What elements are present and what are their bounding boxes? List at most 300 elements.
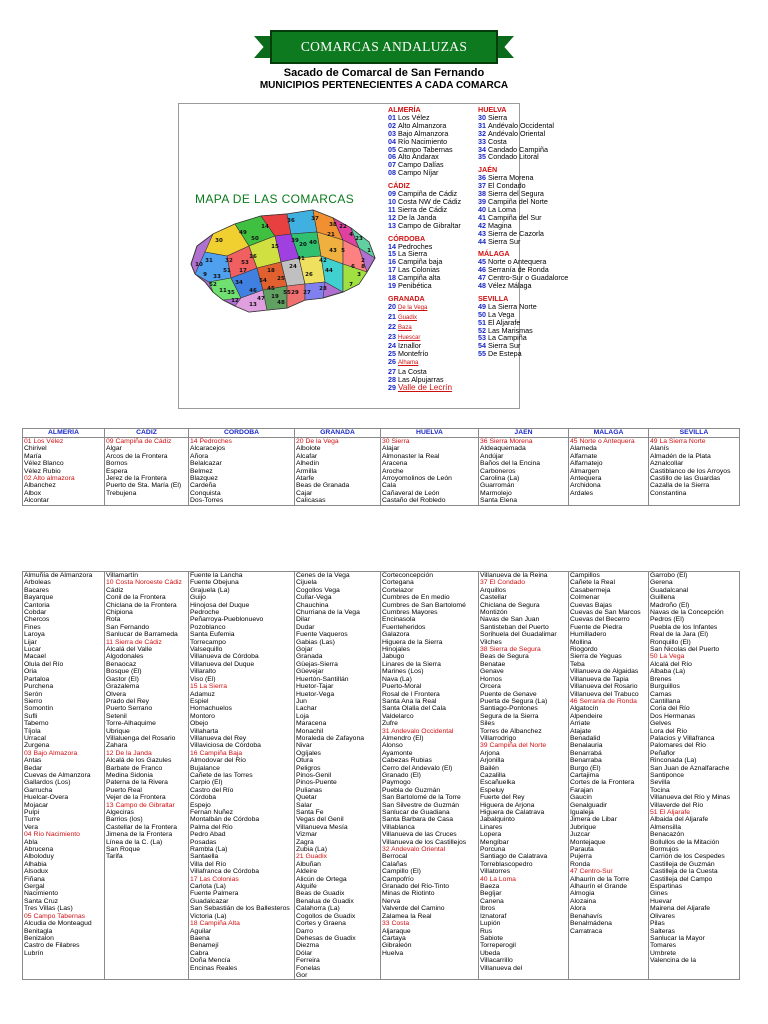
- municipio-name: Espeluy: [480, 786, 505, 794]
- municipio-name: Albaba (La): [650, 668, 686, 676]
- comarca-item[interactable]: [388, 303, 461, 313]
- map-number-label: 49: [239, 230, 247, 236]
- comarca-number: 31: [478, 120, 488, 130]
- province-heading: MÁLAGA: [478, 249, 510, 259]
- map-number-label: 24: [289, 264, 297, 270]
- comarca-number: 18: [388, 273, 398, 283]
- comarca-item[interactable]: [388, 323, 461, 333]
- comarca-number: 14: [388, 241, 398, 251]
- municipio-name: Valencina de la: [650, 957, 696, 965]
- comarca-number: 51: [478, 317, 488, 327]
- municipio-name: Cortegana: [382, 579, 414, 587]
- comarca-link[interactable]: Guadix: [398, 314, 418, 321]
- municipio-name: Villafranca de Córdoba: [190, 868, 260, 876]
- municipio-name: Conil de la Frontera: [106, 594, 166, 602]
- municipio-name: Jubrique: [570, 823, 597, 831]
- municipio-name: Arquillos: [480, 586, 507, 594]
- municipio-name: Cuevas del Becerro: [570, 616, 630, 624]
- municipio-name: Humilladero: [570, 631, 607, 639]
- municipio-name: Castilleja del Campo: [650, 875, 713, 883]
- municipio-name: Santa Elena: [480, 497, 518, 505]
- municipio-name: Jabalquinto: [480, 816, 515, 824]
- municipio-name: Dudar: [296, 623, 315, 631]
- municipio-name: Alozaina: [570, 897, 597, 905]
- map-number-label: 35: [227, 290, 235, 296]
- municipio-name: Partaloa: [24, 675, 50, 683]
- comarca-number: 37: [478, 181, 488, 191]
- municipio-name: Posadas: [190, 838, 217, 846]
- municipio-name: Ardales: [570, 489, 594, 497]
- municipio-name: Linares de la Sierra: [382, 660, 441, 668]
- municipio-name: Lopera: [480, 831, 502, 839]
- comarca-name: Campo Níjar: [398, 168, 439, 178]
- municipio-name: Somontín: [24, 705, 54, 713]
- comarca-name: Vélez Málaga: [488, 281, 532, 291]
- comarca-link[interactable]: Baza: [398, 324, 412, 331]
- municipio-name: Baños del la Encina: [480, 460, 541, 468]
- municipio-name: Nerva: [382, 897, 401, 905]
- comarca-heading-cell: 30 Sierra: [382, 438, 410, 445]
- municipio-name: Higuera de la Sierra: [382, 638, 443, 646]
- municipio-name: Fines: [24, 623, 41, 631]
- municipio-name: Minas de Riotinto: [382, 890, 435, 898]
- municipio-name: Baena: [190, 934, 210, 942]
- municipio-name: Navas de San Juan: [480, 616, 540, 624]
- comarca-name: Centro-Sur o Guadalorce: [488, 273, 569, 283]
- municipio-name: Brenes: [650, 675, 672, 683]
- andalusia-map-image: [183, 206, 379, 316]
- municipio-name: Chercos: [24, 616, 50, 624]
- municipio-name: Porcuna: [480, 846, 506, 854]
- municipio-name: Gines: [650, 890, 668, 898]
- municipios-cell: [381, 438, 479, 506]
- municipio-name: Olvera: [106, 690, 127, 698]
- comarca-heading-cell: 10 Costa Noroeste Cádiz: [106, 579, 182, 587]
- municipio-name: Laroya: [24, 631, 45, 639]
- municipio-name: Torrecampo: [190, 638, 226, 646]
- map-number-label: 22: [339, 224, 347, 230]
- municipio-name: Gabias (Las): [296, 638, 335, 646]
- province-heading: ALMERÍA: [388, 105, 421, 114]
- municipio-name: Gergal: [24, 883, 45, 891]
- municipio-name: Zahara: [106, 742, 128, 750]
- municipio-name: Corteconcepción: [382, 572, 434, 579]
- municipio-name: Montoro: [190, 712, 215, 720]
- municipio-name: Castellar: [480, 594, 507, 602]
- comarca-number: 29: [388, 383, 398, 392]
- municipios-cell: [23, 572, 105, 980]
- comarca-link[interactable]: De la Vega: [398, 304, 428, 311]
- municipio-name: Tocina: [650, 786, 670, 794]
- municipio-name: Vélez Blanco: [24, 460, 64, 468]
- municipio-name: Alcafar: [296, 452, 318, 460]
- municipio-name: Granada: [296, 653, 323, 661]
- map-number-label: 45: [267, 286, 275, 292]
- municipio-name: Huevar: [650, 897, 672, 905]
- municipio-name: Cobdar: [24, 609, 47, 617]
- municipio-name: Carolina (La): [480, 475, 520, 483]
- municipio-name: Zurgena: [24, 742, 50, 750]
- municipio-name: Guadalcazar: [190, 897, 229, 905]
- map-number-label: 1: [367, 248, 371, 254]
- municipio-name: Farajan: [570, 786, 594, 794]
- municipio-name: Grajuela (La): [190, 586, 230, 594]
- municipio-name: Siles: [480, 720, 495, 728]
- municipio-name: Güevejar: [296, 668, 324, 676]
- municipio-name: Abla: [24, 838, 38, 846]
- municipio-name: Constantina: [650, 489, 687, 497]
- municipio-name: Cartaya: [382, 934, 406, 942]
- comarca-name: Campiña de Cádiz: [398, 189, 458, 199]
- municipio-name: Benaocaz: [106, 660, 137, 668]
- comarca-number: 16: [388, 257, 398, 267]
- comarca-name: Campo Tabernas: [398, 144, 453, 154]
- municipio-name: Puerto Real: [106, 786, 142, 794]
- comarca-name: La Costa: [398, 367, 427, 377]
- comarca-heading-cell: 32 Andevalo Oriental: [382, 846, 446, 854]
- municipio-name: Ronquillo (El): [650, 638, 691, 646]
- municipio-name: Alcalá de los Gazules: [106, 757, 172, 765]
- map-number-label: 48: [277, 300, 285, 306]
- comarca-number: 32: [478, 128, 488, 138]
- comarca-number: 45: [478, 257, 488, 267]
- municipio-name: Alajar: [382, 445, 400, 453]
- municipios-cell: [569, 572, 649, 980]
- map-number-label: 31: [205, 258, 213, 264]
- municipio-name: Beas de Segura: [480, 653, 529, 661]
- comarca-name: Penibética: [398, 281, 432, 291]
- comarca-name: Sierra de Cádiz: [397, 204, 448, 214]
- municipio-name: Teba: [570, 660, 585, 668]
- municipio-name: Jimena de la Frontera: [106, 831, 173, 839]
- municipio-name: Iznatoraf: [480, 912, 507, 920]
- comarca-number: 04: [388, 136, 398, 146]
- municipio-name: Cañete la Real: [570, 579, 615, 587]
- municipio-name: Chiclana de la Frontera: [106, 601, 177, 609]
- municipios-cell: [105, 438, 189, 506]
- municipio-name: Purchena: [24, 683, 54, 691]
- municipio-name: Genave: [480, 668, 504, 676]
- municipio-name: Salar: [296, 801, 312, 809]
- municipios-cell: [23, 438, 105, 506]
- municipio-name: Fuente la Lancha: [190, 572, 243, 579]
- comarca-link[interactable]: Valle de Lecrín: [398, 383, 453, 392]
- municipio-name: Lucar: [24, 646, 42, 654]
- municipio-name: Adamuz: [190, 690, 215, 698]
- municipio-name: Trebujena: [106, 489, 137, 497]
- municipio-name: Cortelazor: [382, 586, 414, 594]
- banner: [254, 28, 514, 66]
- municipio-name: Andújar: [480, 452, 504, 460]
- municipio-name: Puerto-Moral: [382, 683, 422, 691]
- comarca-item[interactable]: [388, 313, 461, 323]
- comarca-heading-cell: 36 Sierra Morena: [480, 438, 533, 445]
- map-number-label: 51: [223, 268, 231, 274]
- municipio-name: Calañas: [382, 860, 407, 868]
- municipio-name: Castillo de las Guardas: [650, 475, 721, 483]
- comarca-heading-cell: 15 La Sierra: [190, 683, 228, 691]
- municipio-name: Turre: [24, 816, 40, 824]
- municipio-name: Cuevas de San Marcos: [570, 609, 641, 617]
- comarca-item: [478, 238, 568, 246]
- municipio-name: Aracena: [382, 460, 408, 468]
- municipio-name: Rinconada (La): [650, 757, 697, 765]
- municipios-cell: [569, 438, 649, 506]
- province-column-header: HUELVA: [381, 429, 479, 438]
- municipio-name: Ubrique: [106, 727, 130, 735]
- municipio-name: Alfarnatejo: [570, 460, 603, 468]
- municipio-name: Peligros: [296, 764, 321, 772]
- municipio-name: Colmenar: [570, 594, 600, 602]
- province-column-header: CORDOBA: [189, 429, 295, 438]
- municipio-name: Vejer de la Frontera: [106, 794, 166, 802]
- comarca-link[interactable]: Alhama: [398, 360, 419, 367]
- municipio-name: Casabermeja: [570, 586, 611, 594]
- municipio-name: María: [24, 452, 42, 460]
- municipio-name: Jimera de Libar: [570, 816, 617, 824]
- municipio-name: Bosque (El): [106, 668, 142, 676]
- municipio-name: San Juan de Aznalfarache: [650, 764, 730, 772]
- municipio-name: Navas de la Concepción: [650, 609, 724, 617]
- municipio-name: Victoria (La): [190, 912, 227, 920]
- comarca-heading-cell: 47 Centro-Sur: [570, 868, 613, 876]
- municipio-name: Atarfe: [296, 475, 315, 483]
- municipio-name: Churriana de la Vega: [296, 609, 360, 617]
- comarca-name: Campo de Gibraltar: [398, 220, 461, 230]
- municipio-name: Almargen: [570, 467, 600, 475]
- comarca-number: 11: [388, 204, 398, 214]
- province-heading: JAÉN: [478, 165, 498, 175]
- map-number-label: 55: [283, 290, 291, 296]
- map-number-label: 37: [311, 216, 319, 222]
- comarca-name: De Estepa: [488, 349, 522, 359]
- municipio-name: Santiponce: [650, 771, 685, 779]
- map-number-label: 8: [361, 264, 365, 270]
- municipio-name: Santisteban del Puerto: [480, 623, 549, 631]
- comarca-number: 06: [388, 152, 398, 162]
- comarca-item: [478, 153, 568, 161]
- municipio-name: Baeza: [480, 883, 500, 891]
- municipio-name: Cantillana: [650, 697, 681, 705]
- comarca-name: La Loma: [488, 204, 516, 214]
- comarca-name: Costa NW de Cádiz: [398, 196, 462, 206]
- municipio-name: Dos-Torres: [190, 497, 224, 505]
- municipio-name: Cortes de la Frontera: [570, 779, 635, 787]
- municipio-name: Zalamea la Real: [382, 912, 432, 920]
- municipio-name: Darro: [296, 927, 313, 935]
- municipio-name: Otura: [296, 757, 313, 765]
- municipio-name: Huetor-Vega: [296, 690, 335, 698]
- municipio-name: Fuente Palmera: [190, 890, 239, 898]
- comarca-heading-cell: 50 La Vega: [650, 653, 685, 661]
- municipio-name: Bollullos de la Mitación: [650, 838, 720, 846]
- municipio-name: Guarromán: [480, 482, 515, 490]
- map-number-label: 10: [195, 262, 203, 268]
- municipio-name: Carrión de los Cespedes: [650, 853, 725, 861]
- municipio-name: Puebla de Guzmán: [382, 786, 441, 794]
- municipio-name: Alquife: [296, 883, 317, 891]
- municipio-name: Guillena: [650, 594, 675, 602]
- municipio-name: Villamartín: [106, 572, 138, 579]
- municipio-name: Madroño (El): [650, 601, 690, 609]
- municipio-name: Puerto de Sta. María (El): [106, 482, 182, 490]
- municipio-name: Sabiote: [480, 934, 504, 942]
- municipios-cell: [295, 438, 381, 506]
- comarca-name: Alto Andarax: [398, 152, 439, 162]
- map-panel: [178, 103, 569, 409]
- municipio-name: Alicún de Ortega: [296, 875, 347, 883]
- municipio-name: Villarrodrigo: [480, 734, 517, 742]
- municipio-name: Benitagla: [24, 927, 53, 935]
- map-number-label: 15: [271, 244, 279, 250]
- municipio-name: Castro de Filabres: [24, 942, 80, 950]
- province-heading: SEVILLA: [478, 293, 509, 303]
- comarca-name: La Vega: [488, 309, 515, 319]
- municipio-name: Conquista: [190, 489, 221, 497]
- municipio-name: Castellar de la Frontera: [106, 823, 178, 831]
- comarca-name: Río Nacimiento: [398, 136, 448, 146]
- map-number-label: 9: [203, 272, 207, 278]
- map-number-label: 21: [327, 232, 335, 238]
- municipio-name: Vilches: [480, 638, 502, 646]
- municipio-name: Cardeña: [190, 482, 217, 490]
- comarca-number: 28: [388, 375, 398, 385]
- comarca-number: 21: [388, 311, 398, 321]
- municipio-name: Riogordo: [570, 646, 598, 654]
- comarca-number: 17: [388, 265, 398, 275]
- banner-title: COMARCAS ANDALUZAS: [300, 39, 468, 54]
- province-column-header: ALMERÍA: [23, 429, 105, 438]
- municipio-name: Algar: [106, 445, 122, 453]
- comarca-number: 26: [388, 357, 398, 367]
- comarca-item: [388, 222, 461, 230]
- municipio-name: Espejo: [190, 801, 211, 809]
- municipio-name: Tarifa: [106, 853, 123, 861]
- comarca-number: 09: [388, 189, 398, 199]
- comarca-heading-cell: 05 Campo Tabernas: [24, 912, 86, 920]
- municipio-name: Serón: [24, 690, 43, 698]
- comarca-number: 44: [478, 236, 488, 246]
- municipio-name: Guijo: [190, 594, 206, 602]
- municipio-name: Vera: [24, 823, 38, 831]
- municipio-name: Villanueva del Rosario: [570, 683, 638, 691]
- municipio-name: Tíjola: [24, 727, 41, 735]
- comarca-name: Magina: [488, 220, 512, 230]
- municipio-name: Bacares: [24, 586, 49, 594]
- municipio-name: Villablanca: [382, 823, 415, 831]
- province-column-header: SEVILLA: [649, 429, 740, 438]
- comarca-list-col-1: [388, 106, 461, 392]
- municipios-cell: [105, 572, 189, 980]
- comarca-heading-cell: 17 Las Colonias: [190, 875, 239, 883]
- municipio-name: Santiago de Calatrava: [480, 853, 548, 861]
- municipio-name: Alpendeire: [570, 712, 603, 720]
- comarca-item[interactable]: [388, 384, 461, 392]
- comarca-item: [478, 350, 568, 358]
- municipio-name: Almogia: [570, 890, 595, 898]
- municipio-name: Villaverde del Río: [650, 801, 704, 809]
- municipio-name: Igualeja: [570, 809, 594, 816]
- comarca-name: Serranía de Ronda: [488, 265, 549, 275]
- municipio-name: Almonaster la Real: [382, 452, 440, 460]
- municipio-name: Cantoria: [24, 601, 50, 609]
- municipio-name: Fuente Vaqueros: [296, 631, 348, 639]
- municipio-name: Juzcar: [570, 831, 591, 839]
- municipio-name: Antequera: [570, 475, 602, 483]
- comarca-heading-cell: 03 Bajo Almazora: [24, 749, 78, 757]
- municipio-name: Gastor (El): [106, 675, 139, 683]
- municipio-name: Castiblanco de los Arroyos: [650, 467, 731, 475]
- municipio-name: Almuñía de Almanzora: [24, 572, 93, 579]
- municipio-name: Nava (La): [382, 675, 412, 683]
- province-column-header: CADIZ: [105, 429, 189, 438]
- municipio-name: Castaño del Robledo: [382, 497, 446, 505]
- municipio-name: Vizmar: [296, 831, 318, 839]
- municipio-name: Santaella: [190, 853, 219, 861]
- municipio-name: Santiago-Pontones: [480, 705, 538, 713]
- comarca-heading-cell: 09 Campiña de Cádiz: [106, 438, 172, 445]
- map-number-label: 20: [299, 242, 307, 248]
- municipio-name: Santa Fe: [296, 809, 324, 816]
- municipio-name: Quetar: [296, 794, 317, 802]
- municipio-name: Alcontar: [24, 497, 49, 505]
- municipio-name: Cumbres de San Bartolomé: [382, 601, 466, 609]
- municipio-name: Burgo (El): [570, 764, 601, 772]
- comarca-heading-cell: 38 Sierra de Segura: [480, 646, 541, 654]
- municipio-name: Villanueva del Duque: [190, 660, 255, 668]
- map-number-label: 17: [239, 268, 247, 274]
- municipio-name: Prado del Rey: [106, 697, 150, 705]
- municipio-name: Zufre: [382, 720, 398, 728]
- municipio-name: Encinas Reales: [190, 964, 238, 972]
- comarca-name: Sierra Morena: [488, 173, 534, 183]
- municipio-name: Cañaveral de León: [382, 489, 440, 497]
- map-number-label: 34: [235, 280, 243, 286]
- map-number-label: 12: [231, 298, 239, 304]
- municipio-name: Villacarrillo: [480, 957, 513, 965]
- comarca-name: Alto Almanzora: [398, 120, 447, 130]
- municipio-name: Arboleas: [24, 579, 51, 587]
- municipio-name: Rosal de l Frontera: [382, 690, 440, 698]
- municipios-cell: [649, 572, 740, 980]
- map-number-label: 40: [309, 240, 317, 246]
- municipio-name: Urracal: [24, 734, 46, 742]
- comarca-item: [388, 350, 461, 358]
- comarca-link[interactable]: Huescar: [398, 334, 421, 341]
- municipio-name: San Fernando: [106, 623, 150, 631]
- map-number-label: 16: [249, 254, 257, 260]
- municipio-name: Paterna de la Rivera: [106, 779, 168, 787]
- map-number-label: 23: [355, 236, 363, 242]
- municipio-name: Villanueva de la Reina: [480, 572, 548, 579]
- map-number-label: 50: [251, 236, 259, 242]
- municipio-name: Lupión: [480, 920, 501, 928]
- comarca-number: 38: [478, 189, 488, 199]
- municipio-name: Bayarque: [24, 594, 54, 602]
- municipio-name: Cazalilla: [480, 771, 506, 779]
- comarca-name: Pedroches: [398, 241, 433, 251]
- map-number-label: 27: [303, 290, 311, 296]
- municipio-name: Aljaraque: [382, 927, 411, 935]
- map-number-label: 5: [341, 248, 345, 254]
- municipio-name: Paymogo: [382, 779, 411, 787]
- municipio-name: Guadalcanal: [650, 586, 689, 594]
- municipio-name: Bujalance: [190, 764, 220, 772]
- comarca-heading-cell: 04 Río Nacimiento: [24, 831, 80, 839]
- municipio-name: Hornachuelos: [190, 705, 232, 713]
- municipio-name: Chipiona: [106, 609, 133, 617]
- map-title: MAPA DE LAS COMARCAS: [195, 192, 355, 206]
